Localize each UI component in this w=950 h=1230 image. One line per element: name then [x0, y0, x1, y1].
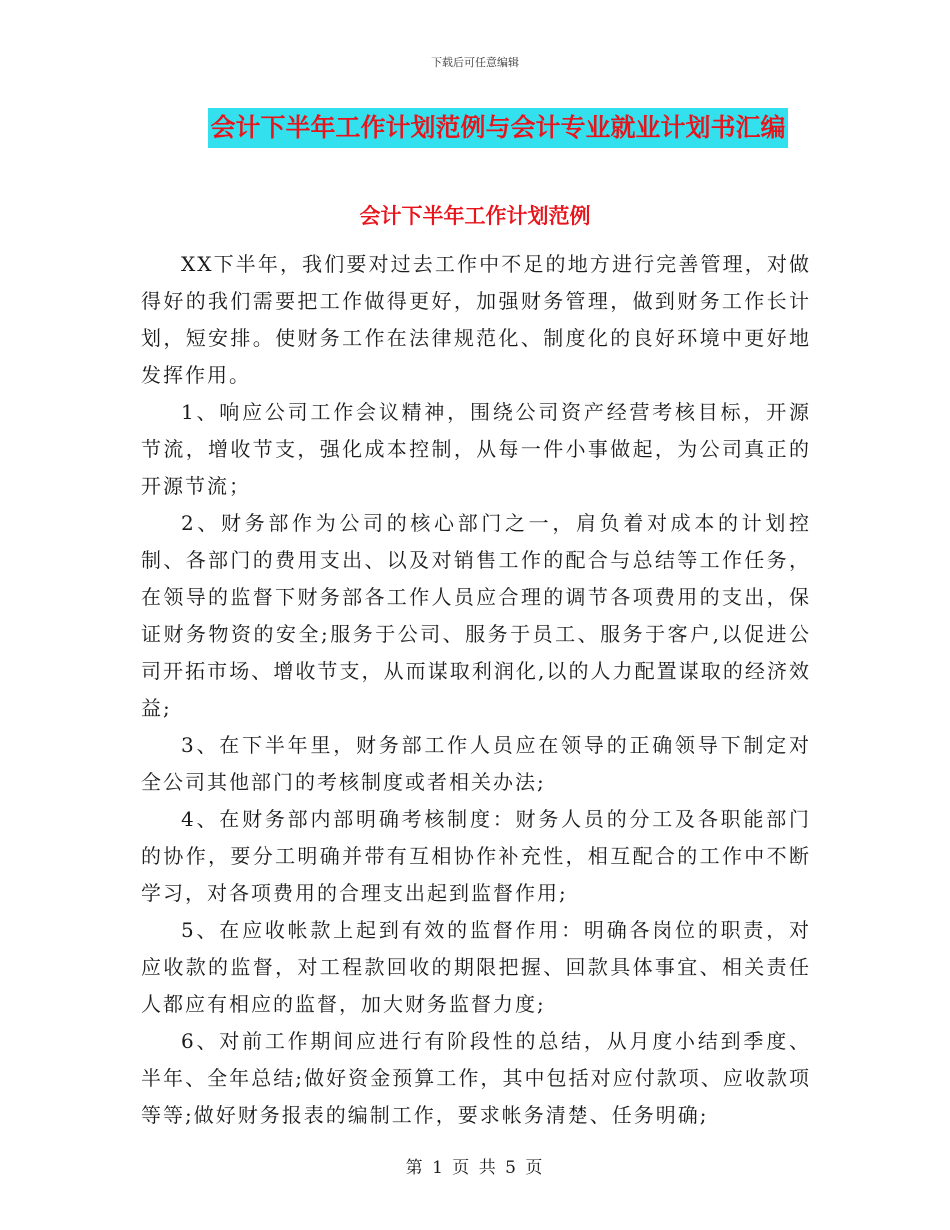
body-paragraph: 3、在下半年里，财务部工作人员应在领导的正确领导下制定对全公司其他部门的考核制度或者相关办法; — [141, 733, 811, 794]
body-paragraph: 2、财务部作为公司的核心部门之一，肩负着对成本的计划控制、各部门的费用支出、以及对销售工作的配合与总结等工作任务，在领导的监督下财务部各工作人员应合理的调节各项费用的支出，保证财务物资的安全;服务于公司、服务于员工、服务于客户,以促进公司开拓市场、增收节支，从而谋取利润化,以的人力配置谋取的经济效益; — [141, 511, 811, 720]
body-paragraph: 1、响应公司工作会议精神，围绕公司资产经营考核目标，开源节流，增收节支，强化成本控制，从每一件小事做起，为公司真正的开源节流； — [141, 400, 811, 498]
body-paragraph: XX下半年，我们要对过去工作中不足的地方进行完善管理，对做得好的我们需要把工作做得更好，加强财务管理，做到财务工作长计划，短安排。使财务工作在法律规范化、制度化的良好环境中更好地发挥作用。 — [141, 252, 811, 387]
document-title-container — [0, 108, 950, 148]
page-header-note: 下载后可任意编辑 — [431, 56, 519, 69]
page-number-footer: 第 1 页 共 5 页 — [405, 1158, 545, 1178]
section-title: 会计下半年工作计划范例 — [359, 204, 591, 228]
document-title: 会计下半年工作计划范例与会计专业就业计划书汇编 — [208, 108, 787, 148]
document-body — [141, 246, 811, 1134]
body-paragraph: 5、在应收帐款上起到有效的监督作用：明确各岗位的职责，对应收款的监督，对工程款回收的期限把握、回款具体事宜、相关责任人都应有相应的监督，加大财务监督力度; — [141, 918, 811, 1016]
body-paragraph: 4、在财务部内部明确考核制度：财务人员的分工及各职能部门的协作，要分工明确并带有互相协作补充性，相互配合的工作中不断学习，对各项费用的合理支出起到监督作用; — [141, 807, 811, 905]
body-paragraph: 6、对前工作期间应进行有阶段性的总结，从月度小结到季度、半年、全年总结;做好资金预算工作，其中包括对应付款项、应收款项等等;做好财务报表的编制工作，要求帐务清楚、任务明确; — [141, 1029, 811, 1127]
